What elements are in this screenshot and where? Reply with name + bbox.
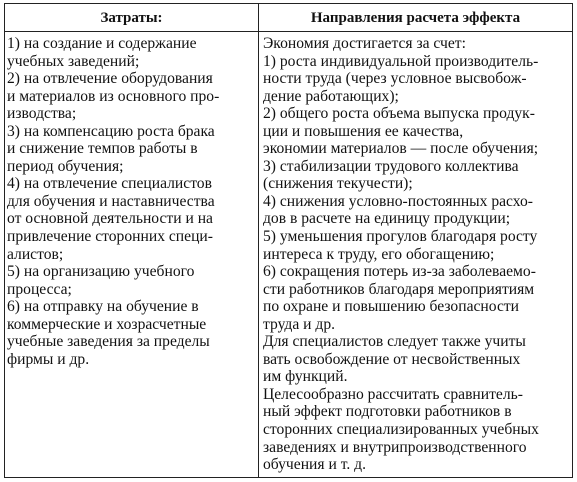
effect-text-line: (снижения текучести); [263, 175, 413, 193]
effect-text-line: сторонних специализированных учебных [263, 421, 539, 439]
costs-text-line: 2) на отвлечение оборудования [7, 70, 213, 88]
costs-text-line: учебных заведений; [7, 52, 140, 70]
costs-text-line: 6) на отправку на обучение в [7, 298, 199, 316]
effect-text-line: 3) стабилизации трудового коллектива [263, 157, 519, 175]
costs-text-line: привлечение сторонних специ- [7, 228, 213, 246]
header-effect-directions: Направления расчета эффекта [310, 10, 521, 26]
effect-text-line: ности труда (через условное высвобож- [263, 70, 527, 88]
cost-effect-table [4, 3, 573, 478]
header-costs: Затраты: [100, 10, 163, 26]
costs-text-line: 3) на компенсацию роста брака [7, 122, 215, 140]
costs-text-line: 1) на создание и содержание [7, 35, 197, 52]
costs-text-line: изводства; [7, 105, 77, 123]
effect-text-line: дение работающих); [263, 87, 399, 105]
effect-text-line: экономии материалов — после обучения; [263, 140, 539, 158]
effect-text-line: 5) уменьшения прогулов благодаря росту [263, 228, 538, 246]
costs-text-line: и материалов из основного про- [7, 87, 220, 105]
effect-text-line: обучения и т. д. [263, 456, 366, 474]
costs-text-line: и снижение темпов работы в [7, 140, 198, 158]
costs-text-line: от основной деятельности и на [7, 210, 213, 228]
effect-text-line: ции и повышения ее качества, [263, 122, 464, 140]
effect-text-line: сти работников благодаря мероприятиям [263, 280, 535, 298]
effect-text-line: дов в расчете на единицу продукции; [263, 210, 511, 228]
costs-text-line: для обучения и наставничества [7, 192, 215, 210]
effect-text-line: 6) сокращения потерь из-за заболеваемо- [263, 263, 536, 281]
effect-text-line: Экономия достигается за счет: [263, 35, 466, 52]
effect-text-line: вать освобождение от несвойственных [263, 350, 521, 368]
costs-text-line: период обучения; [7, 157, 124, 175]
effect-text-line: по охране и повышению безопасности [263, 298, 520, 316]
effect-text-line: Для специалистов следует также учиты [263, 333, 526, 351]
effect-text-line: труда и др. [263, 315, 336, 333]
effect-text-line: 4) снижения условно-постоянных расхо- [263, 192, 533, 210]
costs-text-line: коммерческие и хозрасчетные [7, 315, 207, 333]
costs-cell [7, 35, 243, 368]
effect-text-line: 1) роста индивидуальной производитель- [263, 52, 539, 70]
effect-text-line: интереса к труду, его обогащению; [263, 245, 495, 263]
costs-text-line: процесса; [7, 280, 72, 298]
effect-text-line: им функций. [263, 368, 348, 386]
costs-text-line: 4) на отвлечение специалистов [7, 175, 212, 193]
column-divider [258, 4, 259, 477]
effect-text-line: Целесообразно рассчитать сравнитель- [263, 385, 523, 403]
effect-directions-cell [263, 35, 568, 474]
table-header-row [5, 4, 572, 32]
effect-text-line: ный эффект подготовки работников в [263, 403, 512, 421]
costs-text-line: фирмы и др. [7, 350, 90, 368]
costs-text-line: учебные заведения за пределы [7, 333, 210, 351]
effect-text-line: заведениях и внутрипроизводственного [263, 438, 527, 456]
costs-text-line: алистов; [7, 245, 64, 263]
effect-text-line: 2) общего роста объема выпуска продук- [263, 105, 535, 123]
costs-text-line: 5) на организацию учебного [7, 263, 195, 281]
